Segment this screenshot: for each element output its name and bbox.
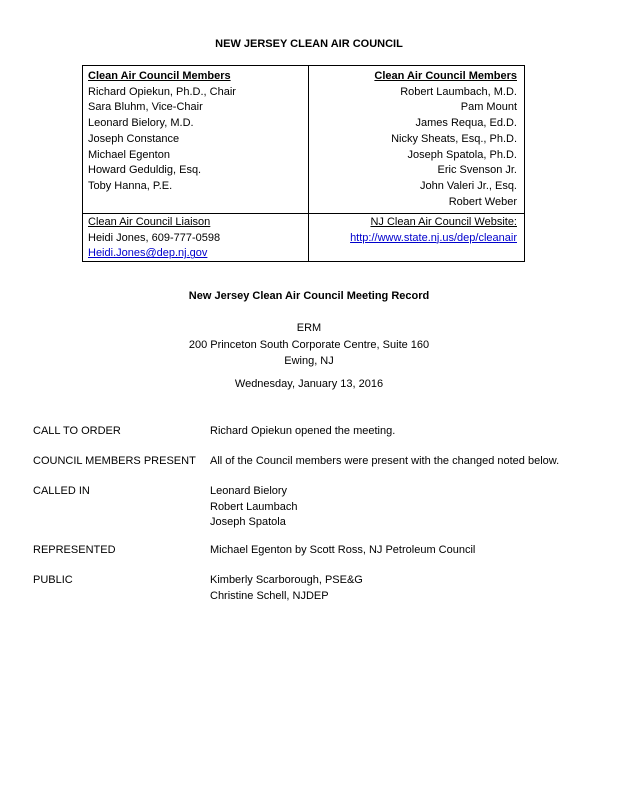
liaison-header: Clean Air Council Liaison xyxy=(88,216,211,228)
member-name: Toby Hanna, P.E. xyxy=(88,179,173,192)
section-label: PUBLIC xyxy=(33,574,73,586)
section-label: COUNCIL MEMBERS PRESENT xyxy=(33,455,196,467)
location-name: ERM xyxy=(296,322,322,334)
section-label: REPRESENTED xyxy=(33,544,116,556)
meeting-record-title: New Jersey Clean Air Council Meeting Record xyxy=(188,290,430,302)
member-name: Pam Mount xyxy=(460,101,517,114)
section-line: Christine Schell, NJDEP xyxy=(210,589,329,602)
member-name: Howard Geduldig, Esq. xyxy=(88,164,202,177)
section-content xyxy=(210,484,297,531)
liaison-name: Heidi Jones, 609-777-0598 xyxy=(88,231,221,244)
liaison-cell xyxy=(83,213,309,261)
location-address: 200 Princeton South Corporate Centre, Suite 160 xyxy=(188,338,430,351)
document-title: NEW JERSEY CLEAN AIR COUNCIL xyxy=(215,38,403,50)
members-left-header: Clean Air Council Members xyxy=(88,70,231,82)
members-right-cell xyxy=(309,66,524,213)
section-line: Joseph Spatola xyxy=(210,516,286,528)
member-name: Sara Bluhm, Vice-Chair xyxy=(88,101,203,114)
members-table xyxy=(82,65,525,262)
section-content xyxy=(210,424,395,440)
section-content xyxy=(210,454,559,470)
member-name: Robert Laumbach, M.D. xyxy=(400,85,517,98)
member-name: Robert Weber xyxy=(448,195,517,208)
section-line: Kimberly Scarborough, PSE&G xyxy=(210,574,363,586)
member-name: Richard Opiekun, Ph.D., Chair xyxy=(88,85,236,98)
meeting-location xyxy=(0,320,618,370)
section-label: CALLED IN xyxy=(33,485,90,497)
members-right-header: Clean Air Council Members xyxy=(374,70,517,82)
section-content xyxy=(210,543,475,559)
member-name: Nicky Sheats, Esq., Ph.D. xyxy=(391,132,517,145)
member-name: Leonard Bielory, M.D. xyxy=(88,117,194,130)
section-label: CALL TO ORDER xyxy=(33,425,121,437)
location-city: Ewing, NJ xyxy=(284,355,334,367)
member-name: Joseph Spatola, Ph.D. xyxy=(407,148,517,161)
section-line: Leonard Bielory xyxy=(210,485,288,497)
members-left-cell xyxy=(83,66,309,213)
website-link[interactable]: http://www.state.nj.us/dep/cleanair xyxy=(350,231,517,244)
member-name: Joseph Constance xyxy=(88,132,180,145)
section-content xyxy=(210,573,363,604)
member-name: Michael Egenton xyxy=(88,148,170,161)
website-header: NJ Clean Air Council Website: xyxy=(370,216,517,228)
website-cell xyxy=(309,213,524,261)
section-line: Robert Laumbach xyxy=(210,500,298,513)
member-name: John Valeri Jr., Esq. xyxy=(419,179,517,192)
section-line: Richard Opiekun opened the meeting. xyxy=(210,425,396,437)
member-name: James Requa, Ed.D. xyxy=(415,117,517,130)
member-name: Eric Svenson Jr. xyxy=(437,164,517,177)
meeting-date: Wednesday, January 13, 2016 xyxy=(234,378,384,390)
section-line: All of the Council members were present with the changed noted below. xyxy=(210,455,560,467)
liaison-email-link[interactable]: Heidi.Jones@dep.nj.gov xyxy=(88,247,208,260)
section-line: Michael Egenton by Scott Ross, NJ Petroleum Council xyxy=(210,544,476,556)
